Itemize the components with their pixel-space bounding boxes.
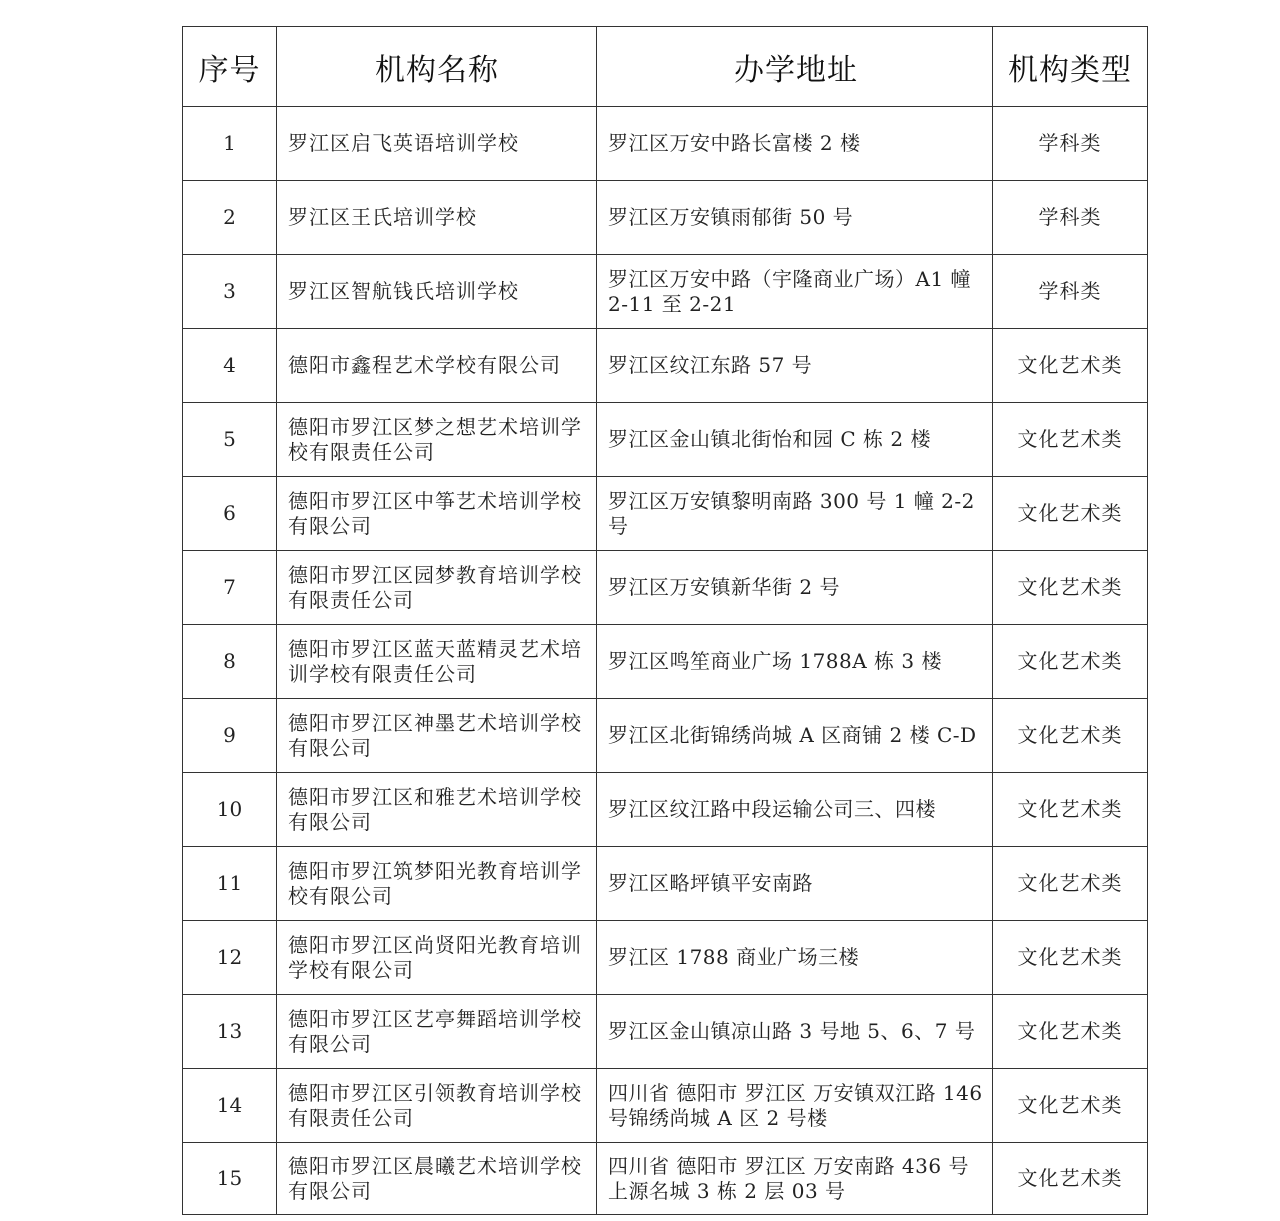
institution-name: 罗江区启飞英语培训学校 (288, 131, 519, 155)
institution-name: 罗江区王氏培训学校 (288, 205, 477, 229)
institution-type: 文化艺术类 (1017, 501, 1123, 525)
institution-name-cell (277, 847, 597, 921)
row-number-cell (183, 773, 277, 847)
table-row (183, 847, 1148, 921)
institution-type-cell (993, 181, 1148, 255)
table-row (183, 181, 1148, 255)
institution-type-cell (993, 699, 1148, 773)
institution-address: 罗江区 1788 商业广场三楼 (608, 945, 860, 969)
institution-name: 德阳市罗江区中筝艺术培训学校有限公司 (288, 488, 582, 538)
row-number: 3 (223, 279, 236, 303)
row-number: 1 (223, 131, 236, 155)
institution-name-cell (277, 625, 597, 699)
institution-address-cell (597, 699, 993, 773)
institution-type-cell (993, 403, 1148, 477)
row-number: 11 (216, 871, 243, 895)
table-row (183, 551, 1148, 625)
institution-address-cell (597, 551, 993, 625)
institution-type-cell (993, 921, 1148, 995)
row-number: 2 (223, 205, 236, 229)
row-number-cell (183, 921, 277, 995)
institution-address: 罗江区金山镇凉山路 3 号地 5、6、7 号 (608, 1019, 976, 1043)
header-address: 办学地址 (597, 27, 993, 107)
institution-name: 德阳市罗江筑梦阳光教育培训学校有限公司 (288, 858, 582, 908)
institution-name-cell (277, 1069, 597, 1143)
table-row (183, 477, 1148, 551)
institution-name-cell (277, 255, 597, 329)
institution-type: 学科类 (1038, 131, 1102, 155)
institution-type-cell (993, 329, 1148, 403)
institution-type: 文化艺术类 (1017, 723, 1123, 747)
table-row (183, 255, 1148, 329)
institution-type: 文化艺术类 (1017, 427, 1123, 451)
institution-name: 德阳市罗江区引领教育培训学校有限责任公司 (288, 1080, 582, 1130)
institution-type: 文化艺术类 (1017, 797, 1123, 821)
institution-address: 罗江区万安中路（宇隆商业广场）A1 幢 2-11 至 2-21 (608, 266, 972, 316)
institution-table (182, 26, 1148, 1215)
institution-type: 文化艺术类 (1017, 1166, 1123, 1190)
table-row (183, 699, 1148, 773)
institution-type: 文化艺术类 (1017, 1093, 1123, 1117)
institution-type-cell (993, 107, 1148, 181)
institution-address: 罗江区纹江路中段运输公司三、四楼 (608, 797, 936, 821)
institution-name-cell (277, 477, 597, 551)
institution-address: 罗江区万安中路长富楼 2 楼 (608, 131, 861, 155)
institution-type: 文化艺术类 (1017, 353, 1123, 377)
institution-type-cell (993, 995, 1148, 1069)
institution-address-cell (597, 403, 993, 477)
row-number: 13 (216, 1019, 243, 1043)
institution-type: 文化艺术类 (1017, 945, 1123, 969)
institution-type-cell (993, 773, 1148, 847)
institution-address-cell (597, 181, 993, 255)
row-number: 10 (216, 797, 243, 821)
row-number: 14 (216, 1093, 243, 1117)
row-number-cell (183, 1143, 277, 1215)
row-number: 8 (223, 649, 236, 673)
row-number-cell (183, 403, 277, 477)
row-number: 9 (223, 723, 236, 747)
row-number-cell (183, 625, 277, 699)
institution-type: 文化艺术类 (1017, 871, 1123, 895)
institution-name-cell (277, 1143, 597, 1215)
table-body (183, 107, 1148, 1215)
row-number-cell (183, 477, 277, 551)
institution-address-cell (597, 107, 993, 181)
institution-address: 罗江区金山镇北街怡和园 C 栋 2 楼 (608, 427, 931, 451)
row-number: 15 (216, 1166, 243, 1190)
institution-name-cell (277, 773, 597, 847)
institution-name: 德阳市罗江区尚贤阳光教育培训学校有限公司 (288, 932, 582, 982)
institution-type-cell (993, 847, 1148, 921)
institution-address-cell (597, 995, 993, 1069)
institution-address: 罗江区鸣笙商业广场 1788A 栋 3 楼 (608, 649, 942, 673)
row-number-cell (183, 551, 277, 625)
institution-name-cell (277, 107, 597, 181)
institution-address-cell (597, 1069, 993, 1143)
institution-type: 文化艺术类 (1017, 1019, 1123, 1043)
institution-name-cell (277, 329, 597, 403)
table-row (183, 403, 1148, 477)
institution-address-cell (597, 255, 993, 329)
row-number: 4 (223, 353, 236, 377)
institution-address-cell (597, 1143, 993, 1215)
row-number-cell (183, 107, 277, 181)
institution-name: 德阳市罗江区艺亭舞蹈培训学校有限公司 (288, 1006, 582, 1056)
table-header-row (183, 27, 1148, 107)
institution-name: 德阳市罗江区蓝天蓝精灵艺术培训学校有限责任公司 (288, 636, 582, 686)
institution-name-cell (277, 181, 597, 255)
institution-address: 四川省 德阳市 罗江区 万安南路 436 号上源名城 3 栋 2 层 03 号 (608, 1153, 969, 1203)
institution-name: 德阳市罗江区晨曦艺术培训学校有限公司 (288, 1153, 582, 1203)
institution-address: 罗江区纹江东路 57 号 (608, 353, 813, 377)
row-number-cell (183, 699, 277, 773)
institution-name: 德阳市罗江区梦之想艺术培训学校有限责任公司 (288, 414, 582, 464)
institution-type-cell (993, 255, 1148, 329)
row-number: 7 (223, 575, 236, 599)
header-type: 机构类型 (993, 27, 1148, 107)
institution-address: 罗江区万安镇新华街 2 号 (608, 575, 840, 599)
institution-name: 罗江区智航钱氏培训学校 (288, 279, 519, 303)
row-number-cell (183, 995, 277, 1069)
institution-name: 德阳市罗江区园梦教育培训学校有限责任公司 (288, 562, 582, 612)
row-number-cell (183, 1069, 277, 1143)
institution-type-cell (993, 1069, 1148, 1143)
institution-type-cell (993, 551, 1148, 625)
institution-type: 文化艺术类 (1017, 575, 1123, 599)
row-number: 5 (223, 427, 236, 451)
institution-address: 罗江区略坪镇平安南路 (608, 871, 813, 895)
institution-address: 罗江区北街锦绣尚城 A 区商铺 2 楼 C-D (608, 723, 977, 747)
institution-name-cell (277, 995, 597, 1069)
table-row (183, 773, 1148, 847)
institution-address-cell (597, 477, 993, 551)
table-row (183, 625, 1148, 699)
row-number-cell (183, 255, 277, 329)
institution-name: 德阳市罗江区神墨艺术培训学校有限公司 (288, 710, 582, 760)
institution-name: 德阳市罗江区和雅艺术培训学校有限公司 (288, 784, 582, 834)
institution-address: 四川省 德阳市 罗江区 万安镇双江路 146 号锦绣尚城 A 区 2 号楼 (608, 1080, 983, 1130)
header-no: 序号 (183, 27, 277, 107)
institution-address: 罗江区万安镇黎明南路 300 号 1 幢 2-2 号 (608, 488, 975, 538)
table-row (183, 995, 1148, 1069)
table-row (183, 107, 1148, 181)
institution-type: 学科类 (1038, 205, 1102, 229)
row-number-cell (183, 847, 277, 921)
institution-address-cell (597, 625, 993, 699)
row-number-cell (183, 181, 277, 255)
institution-address-cell (597, 329, 993, 403)
header-name: 机构名称 (277, 27, 597, 107)
institution-name-cell (277, 551, 597, 625)
institution-address-cell (597, 847, 993, 921)
institution-type-cell (993, 477, 1148, 551)
institution-name-cell (277, 921, 597, 995)
institution-address-cell (597, 921, 993, 995)
table-row (183, 1143, 1148, 1215)
institution-address: 罗江区万安镇雨郁街 50 号 (608, 205, 854, 229)
institution-type: 学科类 (1038, 279, 1102, 303)
table-row (183, 921, 1148, 995)
row-number: 6 (223, 501, 236, 525)
table-row (183, 1069, 1148, 1143)
institution-address-cell (597, 773, 993, 847)
institution-name-cell (277, 699, 597, 773)
row-number-cell (183, 329, 277, 403)
institution-type-cell (993, 1143, 1148, 1215)
institution-name-cell (277, 403, 597, 477)
institution-type: 文化艺术类 (1017, 649, 1123, 673)
institution-type-cell (993, 625, 1148, 699)
table-row (183, 329, 1148, 403)
row-number: 12 (216, 945, 243, 969)
institution-name: 德阳市鑫程艺术学校有限公司 (288, 353, 561, 377)
